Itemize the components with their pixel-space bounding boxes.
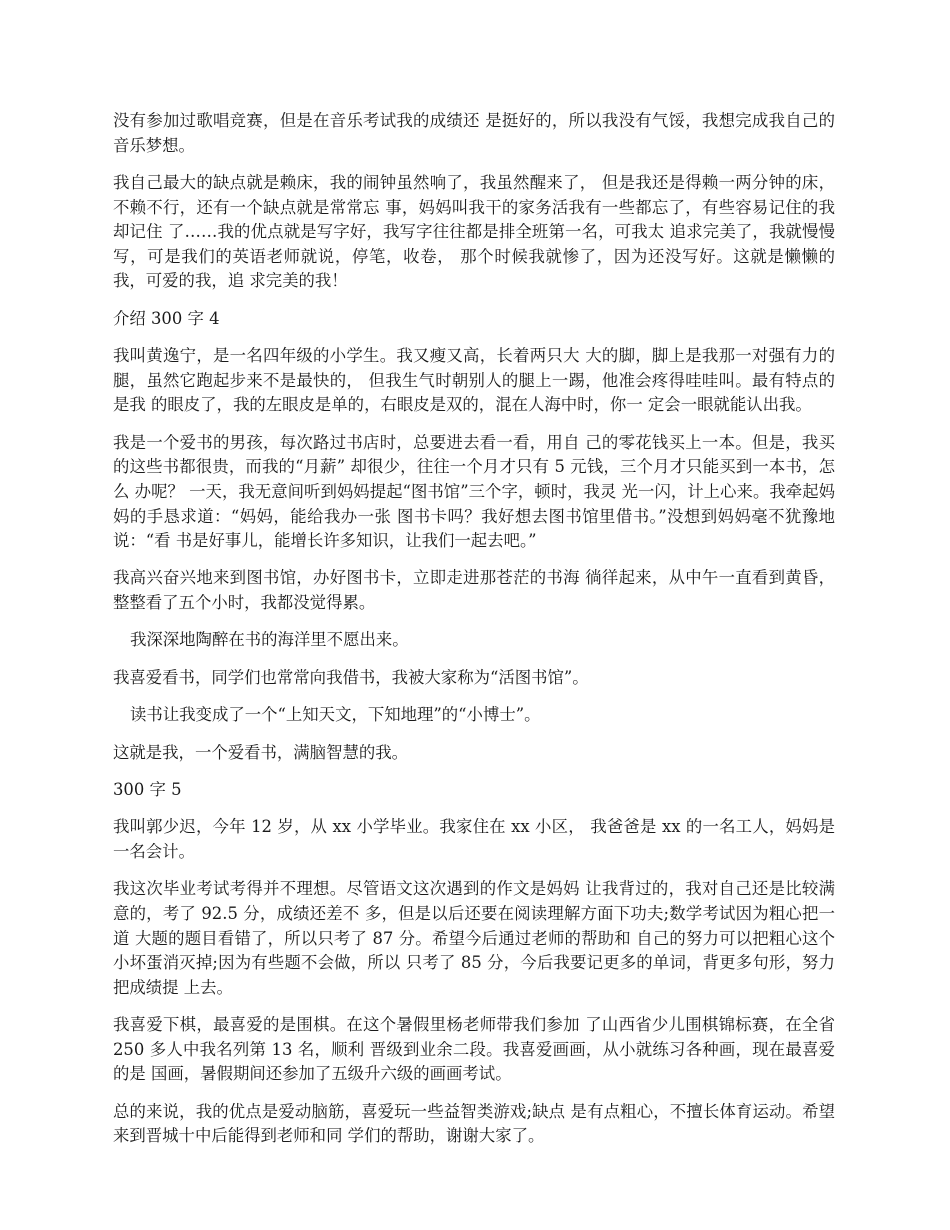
paragraph-14: 我喜爱下棋，最喜爱的是围棋。在这个暑假里杨老师带我们参加 了山西省少儿围棋锦标赛，在全省 250 多人中我名列第 13 名，顺利 晋级到业余二段。我喜爱画画，从小就练习各种画，现在最喜爱的是 国画，暑假期间还参加了五级升六级的画画考试。	[113, 1015, 835, 1084]
section-heading-4: 介绍 300 字 4	[113, 308, 220, 328]
paragraph-6: 我高兴奋兴地来到图书馆，办好图书卡，立即走进那苍茫的书海 徜徉起来，从中午一直看到黄昏，整整看了五个小时，我都没觉得累。	[113, 568, 835, 613]
paragraph-4: 我叫黄逸宁，是一名四年级的小学生。我又瘦又高，长着两只大 大的脚，脚上是我那一对强有力的腿，虽然它跑起步来不是最快的， 但我生气时朝别人的腿上一踢，他准会疼得哇哇叫。最有特点的是我 的眼皮了，我的左眼皮是单的，右眼皮是双的，混在人海中时，你一 定会一眼就能认出我。	[113, 346, 835, 415]
document-page	[113, 109, 835, 1162]
paragraph-7: 我深深地陶醉在书的海洋里不愿出来。	[130, 630, 409, 650]
paragraph-10: 这就是我，一个爱看书，满脑智慧的我。	[113, 742, 409, 762]
paragraph-15: 总的来说，我的优点是爱动脑筋，喜爱玩一些益智类游戏;缺点 是有点粗心，不擅长体育运动。希望来到晋城十中后能得到老师和同 学们的帮助，谢谢大家了。	[113, 1101, 835, 1146]
paragraph-5: 我是一个爱书的男孩，每次路过书店时，总要进去看一看，用自 己的零花钱买上一本。但是，我买的这些书都很贵，而我的“月薪” 却很少，往往一个月才只有 5 元钱，三个月才只能买到一本书，怎么 办呢？ 一天，我无意间听到妈妈提起“图书馆”三个字，顿时，我灵 光一闪，计上心来。我牵起妈妈的手恳求道：“妈妈，能给我办一张 图书卡吗？我好想去图书馆里借书。”没想到妈妈毫不犹豫地说：“看 书是好事儿，能增长许多知识，让我们一起去吧。”	[113, 432, 835, 551]
paragraph-8: 我喜爱看书，同学们也常常向我借书，我被大家称为“活图书馆”。	[113, 667, 589, 687]
paragraph-12: 我叫郭少迟，今年 12 岁，从 xx 小学毕业。我家住在 xx 小区， 我爸爸是 xx 的一名工人，妈妈是一名会计。	[113, 817, 835, 862]
section-heading-5: 300 字 5	[113, 780, 182, 800]
paragraph-13: 我这次毕业考试考得并不理想。尽管语文这次遇到的作文是妈妈 让我背过的，我对自己还是比较满意的，考了 92.5 分，成绩还差不 多，但是以后还要在阅读理解方面下功夫;数学考试因为粗心把一道 大题的题目看错了，所以只考了 87 分。希望今后通过老师的帮助和 自己的努力可以把粗心这个小坏蛋消灭掉;因为有些题不会做，所以 只考了 85 分，今后我要记更多的单词，背更多句形，努力把成绩提 上去。	[113, 879, 835, 997]
paragraph-1: 没有参加过歌唱竞赛，但是在音乐考试我的成绩还 是挺好的，所以我没有气馁，我想完成我自己的音乐梦想。	[113, 111, 835, 155]
paragraph-2: 我自己最大的缺点就是赖床，我的闹钟虽然响了，我虽然醒来了， 但是我还是得赖一两分钟的床，不赖不行，还有一个缺点就是常常忘 事，妈妈叫我干的家务活我有一些都忘了，有些容易记住的我却记住 了……我的优点就是写字好，我写字往往都是排全班第一名，可我太 追求完美了，我就慢慢写，可是我们的英语老师就说，停笔，收卷， 那个时候我就惨了，因为还没写好。这就是懒懒的我，可爱的我，追 求完美的我！	[113, 172, 835, 291]
paragraph-9: 读书让我变成了一个“上知天文，下知地理”的“小博士”。	[130, 705, 541, 725]
